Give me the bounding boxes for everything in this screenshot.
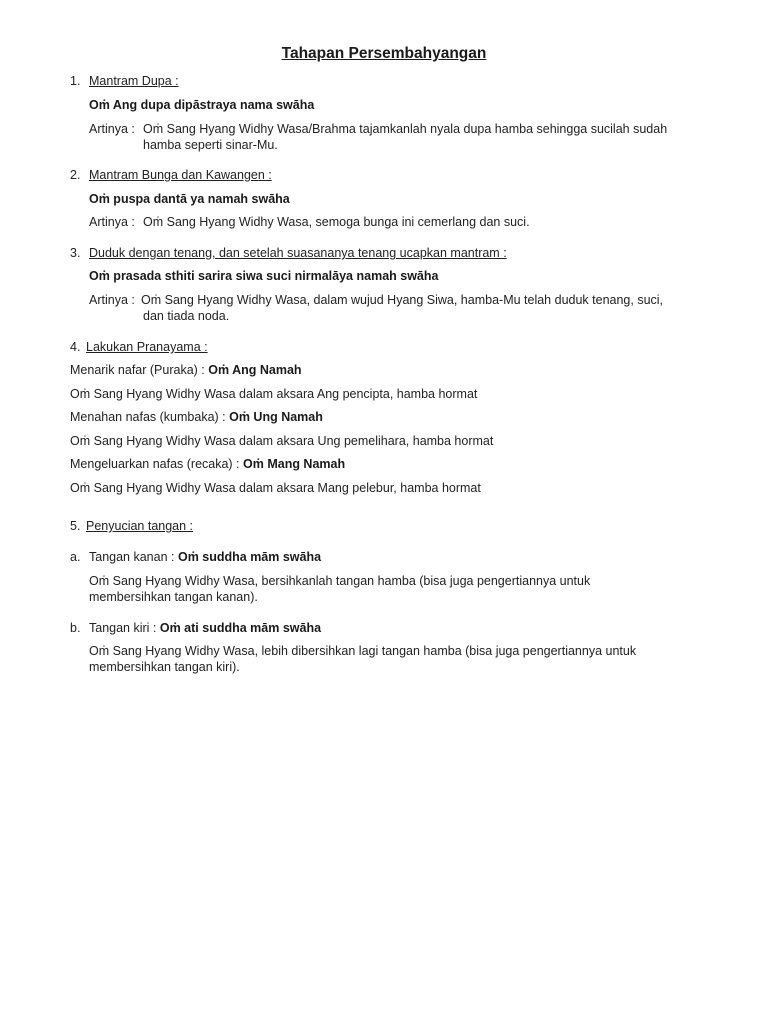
subsection-a-meaning-line-2: membersihkan tangan kanan).	[89, 590, 258, 604]
subsection-b-meaning-line-1: Oṁ Sang Hyang Widhy Wasa, lebih dibersihkan lagi tangan hamba (bisa juga pengertiannya untuk	[89, 644, 637, 658]
pranayama-kumbaka-label: Menahan nafas (kumbaka) :	[70, 410, 230, 424]
section-3-heading: Duduk dengan tenang, dan setelah suasananya tenang ucapkan mantram :	[89, 246, 507, 260]
pranayama-kumbaka-line	[70, 409, 323, 425]
section-3-mantra: Oṁ prasada sthiti sarira siwa suci nirmalāya namah swāha	[89, 269, 439, 283]
page-title: Tahapan Persembahyangan	[281, 45, 487, 62]
pranayama-recaka-mantra: Oṁ Mang Namah	[243, 457, 346, 471]
section-3-number: 3.	[70, 246, 81, 260]
subsection-b-number: b.	[70, 621, 81, 635]
subsection-b-line	[89, 620, 321, 636]
section-2-artinya-label: Artinya :	[89, 215, 135, 229]
subsection-b-label: Tangan kiri :	[89, 621, 160, 635]
pranayama-puraka-label: Menarik nafar (Puraka) :	[70, 363, 209, 377]
pranayama-puraka-line	[70, 362, 302, 378]
pranayama-puraka-mantra: Oṁ Ang Namah	[208, 363, 302, 377]
pranayama-puraka-meaning: Oṁ Sang Hyang Widhy Wasa dalam aksara Ang pencipta, hamba hormat	[70, 387, 478, 401]
subsection-b-mantra: Oṁ ati suddha mām swāha	[159, 621, 322, 635]
section-3-meaning-line-2: dan tiada noda.	[143, 309, 230, 323]
subsection-a-meaning-line-1: Oṁ Sang Hyang Widhy Wasa, bersihkanlah tangan hamba (bisa juga pengertiannya untuk	[89, 574, 591, 588]
subsection-a-number: a.	[70, 550, 81, 564]
section-4-number: 4.	[70, 340, 81, 354]
section-1-artinya-label: Artinya :	[89, 122, 135, 136]
pranayama-kumbaka-meaning: Oṁ Sang Hyang Widhy Wasa dalam aksara Ung pemelihara, hamba hormat	[70, 434, 494, 448]
pranayama-kumbaka-mantra: Oṁ Ung Namah	[229, 410, 323, 424]
section-2-mantra: Oṁ puspa dantā ya namah swāha	[89, 192, 290, 206]
subsection-b-meaning-line-2: membersihkan tangan kiri).	[89, 660, 240, 674]
section-1-heading: Mantram Dupa :	[89, 74, 179, 88]
section-2-heading: Mantram Bunga dan Kawangen :	[89, 168, 272, 182]
section-2-number: 2.	[70, 168, 81, 182]
subsection-a-mantra: Oṁ suddha mām swāha	[177, 550, 322, 564]
section-5-number: 5.	[70, 519, 81, 533]
section-2-meaning-line-1: Oṁ Sang Hyang Widhy Wasa, semoga bunga ini cemerlang dan suci.	[143, 215, 530, 229]
section-5-heading: Penyucian tangan :	[86, 519, 194, 533]
pranayama-recaka-label: Mengeluarkan nafas (recaka) :	[70, 457, 244, 471]
section-1-meaning-line-1: Oṁ Sang Hyang Widhy Wasa/Brahma tajamkanlah nyala dupa hamba sehingga sucilah sudah	[143, 122, 668, 136]
section-4-heading: Lakukan Pranayama :	[86, 340, 208, 354]
pranayama-recaka-meaning: Oṁ Sang Hyang Widhy Wasa dalam aksara Mang pelebur, hamba hormat	[70, 481, 481, 495]
subsection-a-label: Tangan kanan :	[89, 550, 178, 564]
section-1-mantra: Oṁ Ang dupa dipāstraya nama swāha	[89, 98, 315, 112]
section-1-meaning-line-2: hamba seperti sinar-Mu.	[143, 138, 278, 152]
subsection-a-line	[89, 549, 321, 565]
pranayama-recaka-line	[70, 456, 345, 472]
section-1-number: 1.	[70, 74, 81, 88]
section-3-meaning-line-1: Oṁ Sang Hyang Widhy Wasa, dalam wujud Hyang Siwa, hamba-Mu telah duduk tenang, suci,	[141, 293, 664, 307]
section-3-artinya-label: Artinya :	[89, 293, 135, 307]
